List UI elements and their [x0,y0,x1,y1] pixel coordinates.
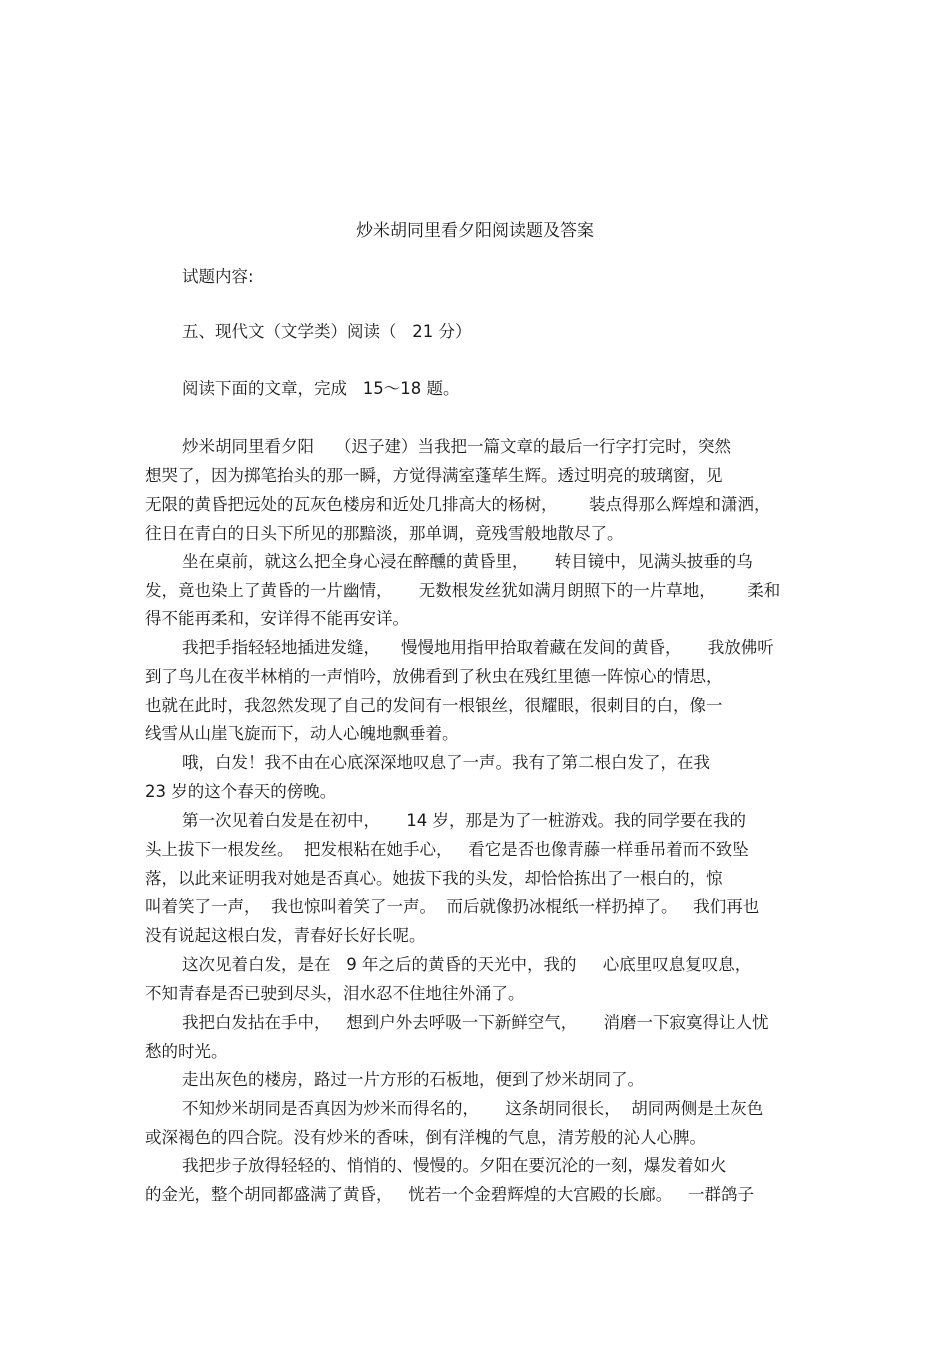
article-line: 第一次见着白发是在初中， 14 岁，那是为了一桩游戏。我的同学要在我的 [182,811,746,830]
article-line: 线雪从山崖飞旋而下，动人心魄地飘垂着。 [145,724,459,743]
article-line: 不知炒米胡同是否真因为炒米而得名的， 这条胡同很长， 胡同两侧是土灰色 [182,1099,764,1118]
reading-instruction: 阅读下面的文章，完成 15～18 题。 [182,379,460,398]
article-line: 没有说起这根白发，青春好长好长呢。 [145,926,426,945]
article-line: 哦，白发！我不由在心底深深地叹息了一声。我有了第二根白发了，在我 [182,753,710,772]
document-title: 炒米胡同里看夕阳阅读题及答案 [356,221,594,241]
article-line: 愁的时光。 [145,1042,228,1061]
article-line: 这次见着白发，是在 9 年之后的黄昏的天光中，我的 心底里叹息复叹息， [182,955,752,974]
article-line: 也就在此时，我忽然发现了自己的发间有一根银丝，很耀眼，很刺目的白，像一 [145,696,723,715]
article-line: 我把步子放得轻轻的、悄悄的、慢慢的。夕阳在要沉沦的一刻，爆发着如火 [182,1156,727,1175]
article-line: 到了鸟儿在夜半林梢的一声悄吟，放佛看到了秋虫在残红里德一阵惊心的情思， [145,667,723,686]
article-line: 叫着笑了一声， 我也惊叫着笑了一声。 而后就像扔冰棍纸一样扔掉了。 我们再也 [145,897,760,916]
article-line: 想哭了，因为掷笔抬头的那一瞬，方觉得满室蓬荜生辉。透过明亮的玻璃窗，见 [145,466,723,485]
section-heading: 五、现代文（文学类）阅读（ 21 分） [182,322,472,341]
intro-label: 试题内容: [182,267,254,286]
article-line: 走出灰色的楼房，路过一片方形的石板地，便到了炒米胡同了。 [182,1070,644,1089]
article-line: 我把白发拈在手中， 想到户外去呼吸一下新鲜空气， 消磨一下寂寞得让人忧 [182,1013,769,1032]
article-line: 或深褐色的四合院。没有炒米的香味，倒有洋槐的气息，清芳般的沁人心脾。 [145,1128,706,1147]
article-line: 炒米胡同里看夕阳 （迟子建）当我把一篇文章的最后一行字打完时，突然 [182,437,731,456]
article-line: 坐在桌前，就这么把全身心浸在醉醺的黄昏里， 转目镜中，见满头披垂的乌 [182,552,753,571]
article-line: 得不能再柔和，安详得不能再安详。 [145,609,409,628]
article-line: 23 岁的这个春天的傍晚。 [145,782,337,801]
article-line: 我把手指轻轻地插进发缝， 慢慢地用指甲拾取着藏在发间的黄昏， 我放佛听 [182,638,774,657]
article-line: 的金光，整个胡同都盛满了黄昏， 恍若一个金碧辉煌的大宫殿的长廊。 一群鸽子 [145,1185,754,1204]
article-line: 不知青春是否已驶到尽头，泪水忍不住地往外涌了。 [145,984,525,1003]
article-line: 无限的黄昏把远处的瓦灰色楼房和近处几排高大的杨树， 装点得那么辉煌和潇洒， [145,495,771,514]
article-line: 落，以此来证明我对她是否真心。她拔下我的头发，却恰恰拣出了一根白的，惊 [145,869,723,888]
article-line: 往日在青白的日头下所见的那黯淡，那单调，竟残雪般地散尽了。 [145,524,624,543]
article-line: 头上拔下一根发丝。 把发根粘在她手心， 看它是否也像青藤一样垂吊着而不致坠 [145,840,749,859]
article-line: 发，竟也染上了黄昏的一片幽情， 无数根发丝犹如满月朗照下的一片草地， 柔和 [145,581,781,600]
